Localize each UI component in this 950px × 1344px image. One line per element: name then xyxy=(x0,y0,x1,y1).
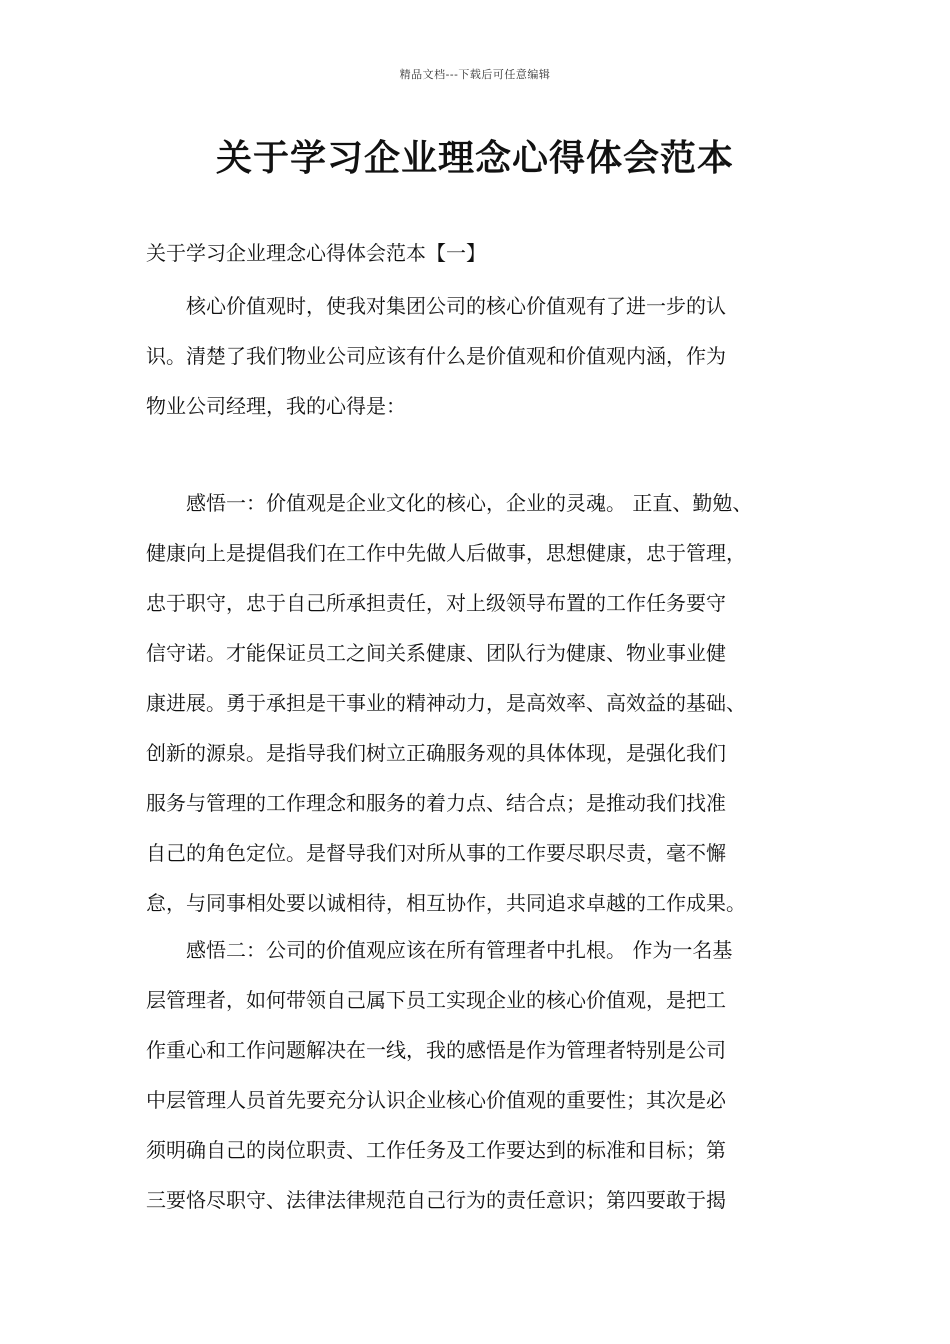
text-line: 核心价值观时，使我对集团公司的核心价值观有了进一步的认 xyxy=(146,294,726,318)
text-line: 中层管理人员首先要充分认识企业核心价值观的重要性；其次是必 xyxy=(146,1088,726,1112)
text-line: 物业公司经理，我的心得是： xyxy=(146,394,406,418)
text-line: 服务与管理的工作理念和服务的着力点、结合点；是推动我们找准 xyxy=(146,791,726,815)
text-line: 层管理者，如何带领自己属下员工实现企业的核心价值观，是把工 xyxy=(146,988,726,1012)
text-line: 感悟一：价值观是企业文化的核心，企业的灵魂。 正直、勤勉、 xyxy=(146,491,753,515)
paragraph-3 xyxy=(146,925,810,1225)
document-title: 关于学习企业理念心得体会范本 xyxy=(215,137,734,179)
paragraph-1 xyxy=(146,281,810,431)
text-line: 须明确自己的岗位职责、工作任务及工作要达到的标准和目标；第 xyxy=(146,1138,726,1162)
text-line: 康进展。勇于承担是干事业的精神动力，是高效率、高效益的基础、 xyxy=(146,691,746,715)
text-line: 忠于职守，忠于自己所承担责任，对上级领导布置的工作任务要守 xyxy=(146,591,726,615)
text-line: 识。清楚了我们物业公司应该有什么是价值观和价值观内涵，作为 xyxy=(146,344,726,368)
text-line: 自己的角色定位。是督导我们对所从事的工作要尽职尽责，毫不懈 xyxy=(146,841,726,865)
section-heading: 关于学习企业理念心得体会范本【一】 xyxy=(146,241,486,265)
header-note: 精品文档---下载后可任意编辑 xyxy=(399,68,551,81)
paragraph-2 xyxy=(146,478,810,928)
text-line: 感悟二：公司的价值观应该在所有管理者中扎根。 作为一名基 xyxy=(146,938,733,962)
text-line: 信守诺。才能保证员工之间关系健康、团队行为健康、物业事业健 xyxy=(146,641,726,665)
text-line: 怠，与同事相处要以诚相待，相互协作，共同追求卓越的工作成果。 xyxy=(146,891,746,915)
text-line: 三要恪尽职守、法律法律规范自己行为的责任意识；第四要敢于揭 xyxy=(146,1188,726,1212)
text-line: 作重心和工作问题解决在一线，我的感悟是作为管理者特别是公司 xyxy=(146,1038,726,1062)
text-line: 创新的源泉。是指导我们树立正确服务观的具体体现，是强化我们 xyxy=(146,741,726,765)
text-line: 健康向上是提倡我们在工作中先做人后做事，思想健康，忠于管理， xyxy=(146,541,746,565)
